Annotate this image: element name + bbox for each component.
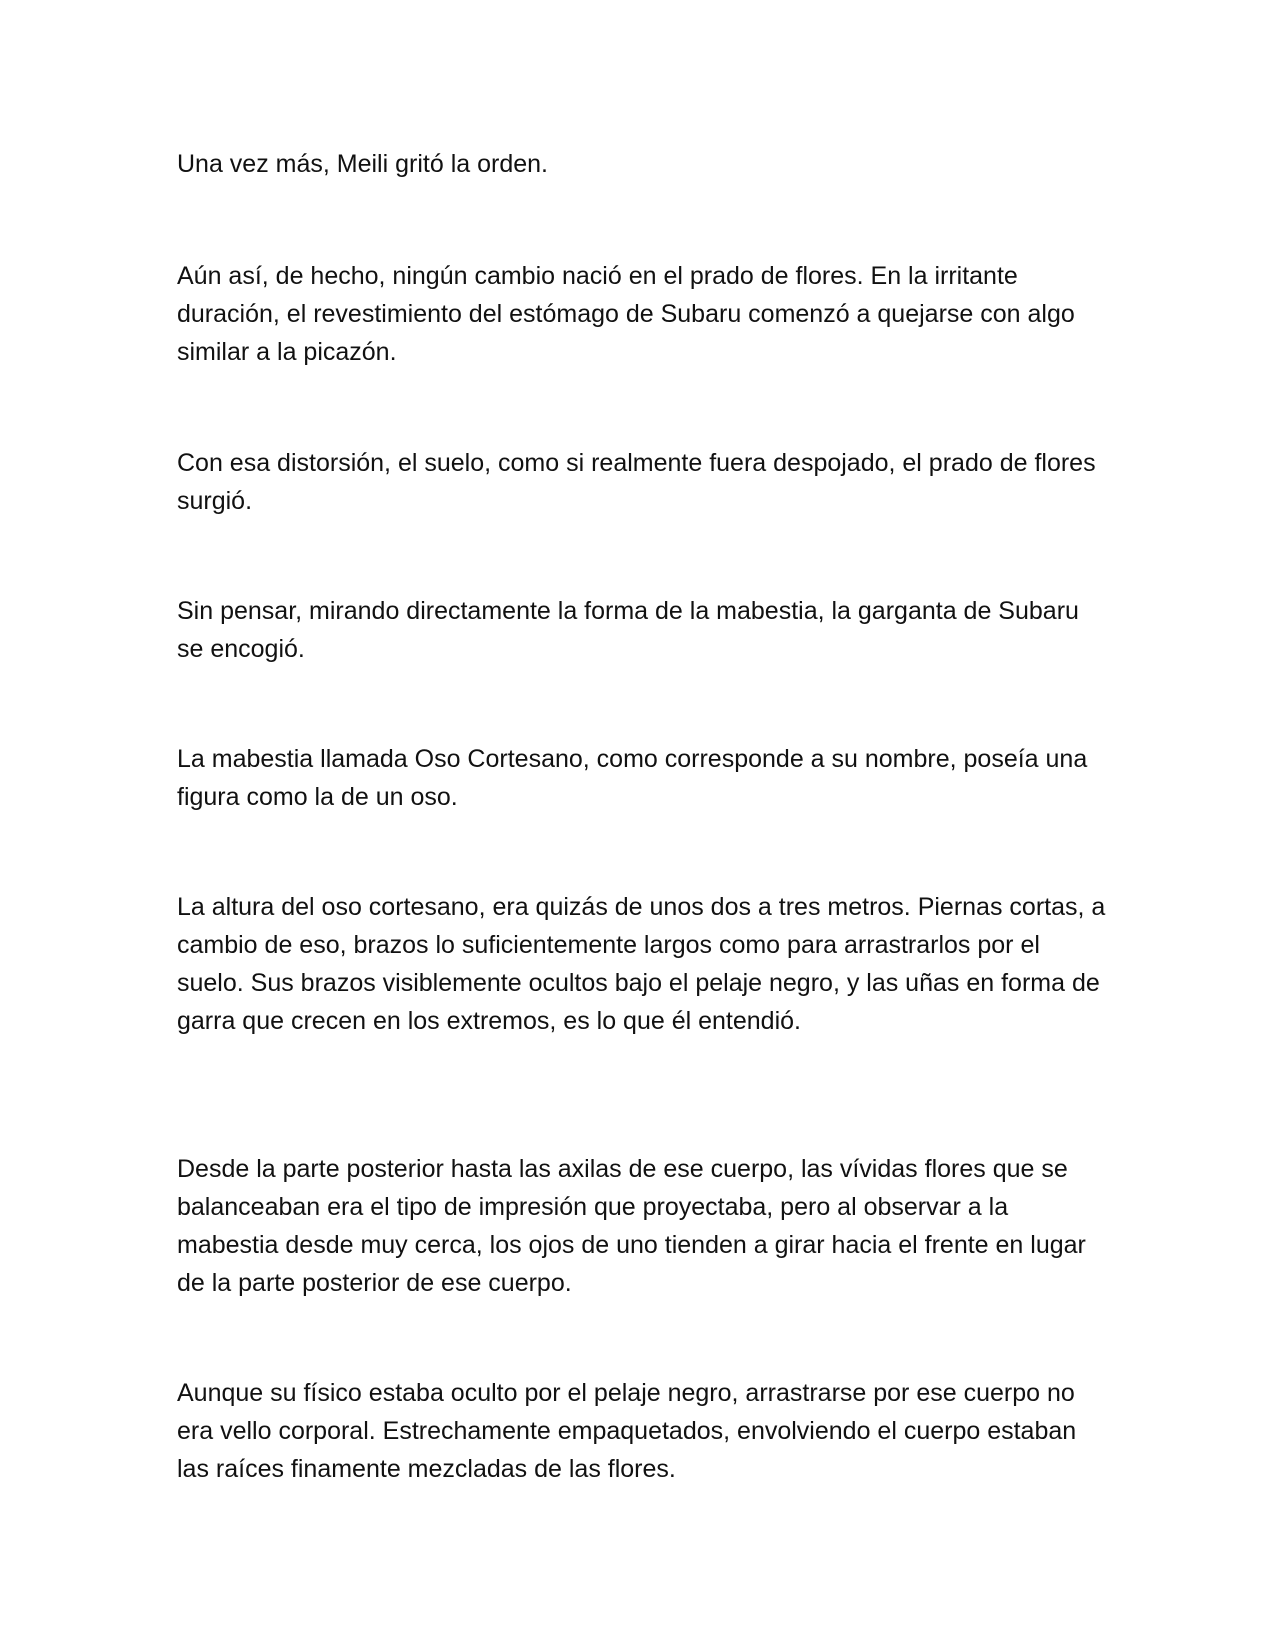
paragraph: Desde la parte posterior hasta las axilas de ese cuerpo, las vívidas flores que se balanceaban era el tipo de impresión que proyectaba, pero al observar a la mabestia desde muy cerca, los ojos de uno tienden a girar hacia el frente en lugar de la parte posterior de ese cuerpo. bbox=[177, 1155, 1086, 1297]
paragraph: La mabestia llamada Oso Cortesano, como corresponde a su nombre, poseía una figura como la de un oso. bbox=[177, 745, 1088, 811]
paragraph: Aún así, de hecho, ningún cambio nació en el prado de flores. En la irritante duración, el revestimiento del estómago de Subaru comenzó a quejarse con algo similar a la picazón. bbox=[177, 262, 1075, 366]
paragraph: Aunque su físico estaba oculto por el pelaje negro, arrastrarse por ese cuerpo no era vello corporal. Estrechamente empaquetados, envolviendo el cuerpo estaban las raíces finamente mezcladas de las flores. bbox=[177, 1379, 1077, 1483]
paragraph: La altura del oso cortesano, era quizás de unos dos a tres metros. Piernas cortas, a cambio de eso, brazos lo suficientemente largos como para arrastrarlos por el suelo. Sus brazos visiblemente ocultos bajo el pelaje negro, y las uñas en forma de garra que crecen en los extremos, es lo que él entendió. bbox=[177, 893, 1106, 1035]
paragraph: Sin pensar, mirando directamente la forma de la mabestia, la garganta de Subaru se encogió. bbox=[177, 597, 1079, 663]
paragraph: Una vez más, Meili gritó la orden. bbox=[177, 150, 548, 178]
paragraph: Con esa distorsión, el suelo, como si realmente fuera despojado, el prado de flores surgió. bbox=[177, 449, 1096, 515]
